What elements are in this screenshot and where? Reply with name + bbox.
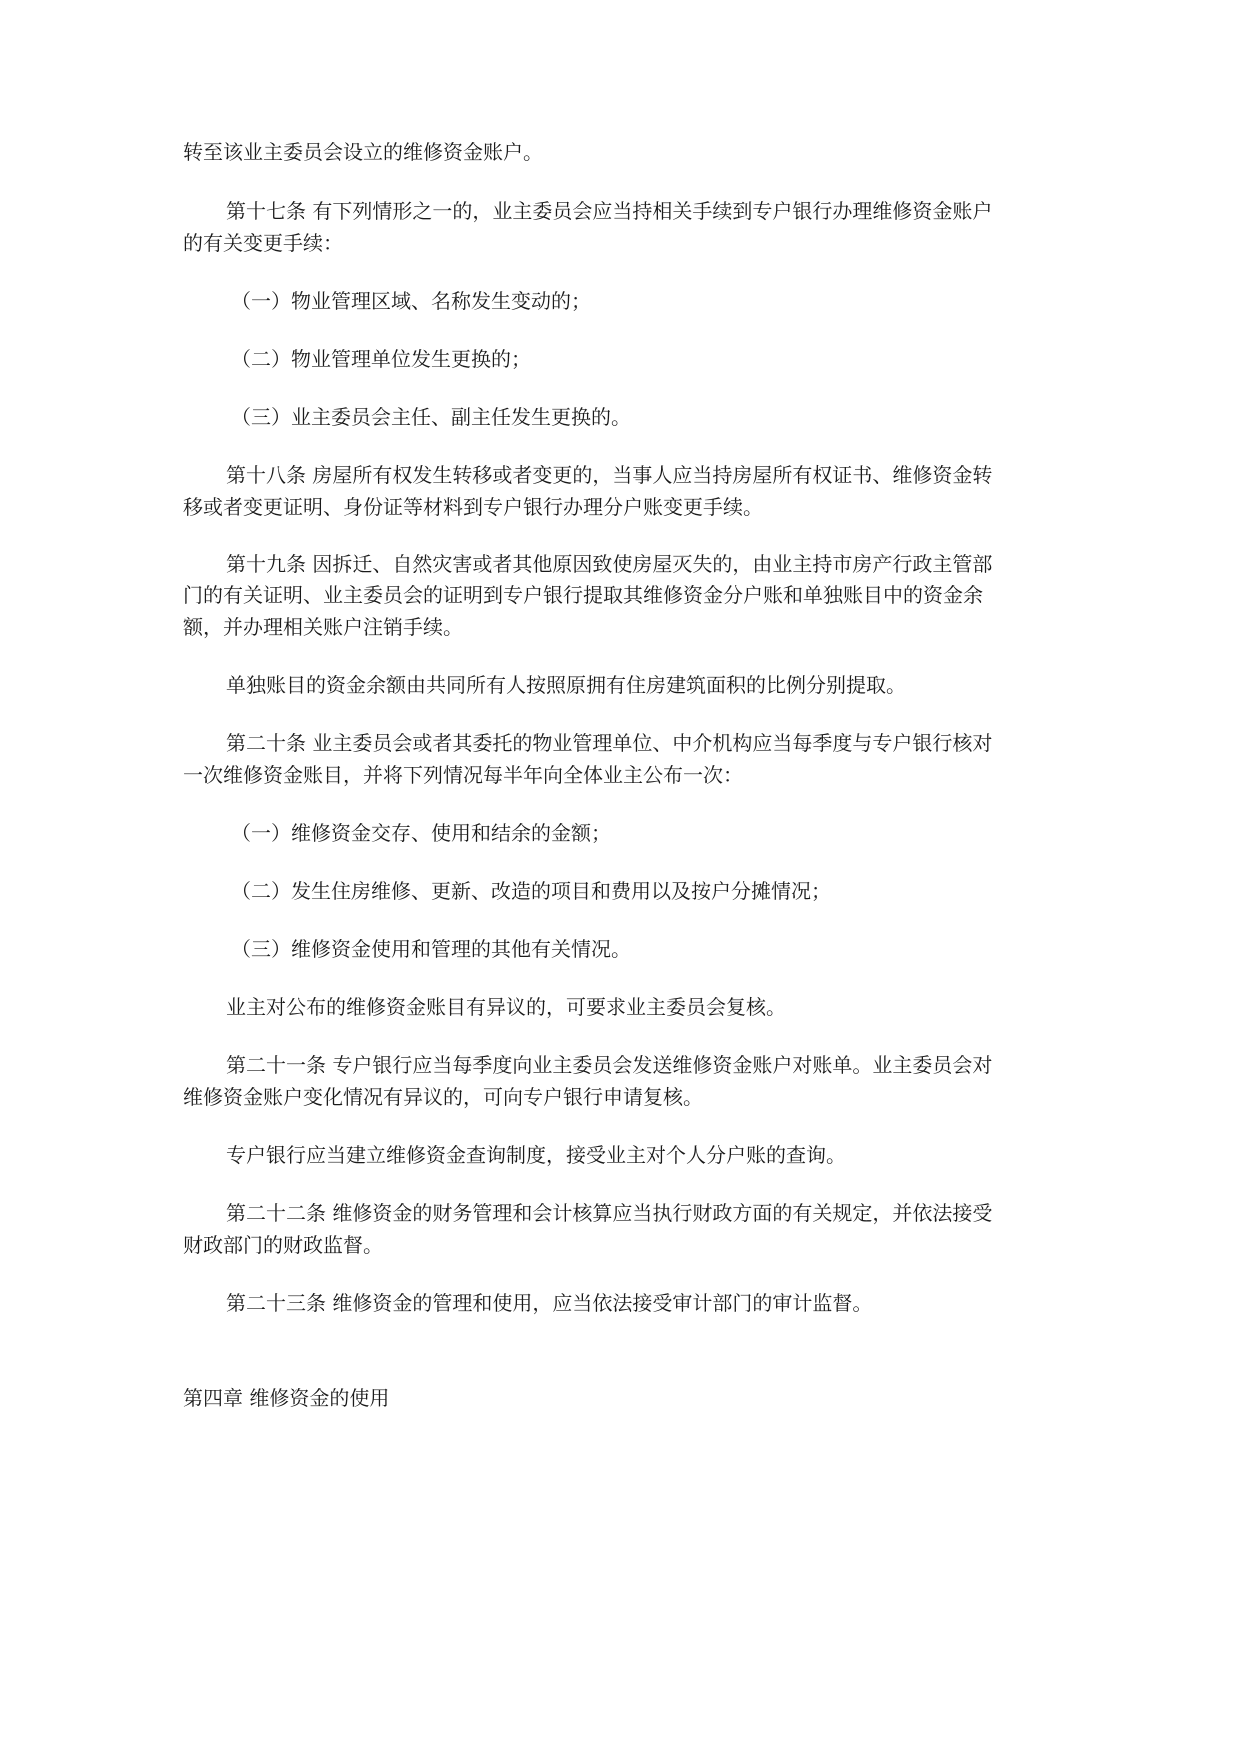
text-line: 财政部门的财政监督。 — [183, 1233, 383, 1257]
text-line: 一次维修资金账目，并将下列情况每半年向全体业主公布一次： — [183, 763, 743, 787]
text-line: 转至该业主委员会设立的维修资金账户。 — [183, 140, 543, 164]
article-22-line: 第二十二条 维修资金的财务管理和会计核算应当执行财政方面的有关规定，并依法接受 — [226, 1201, 993, 1225]
paragraph-line: 单独账目的资金余额由共同所有人按照原拥有住房建筑面积的比例分别提取。 — [226, 673, 906, 697]
paragraph-line: 专户银行应当建立维修资金查询制度，接受业主对个人分户账的查询。 — [226, 1143, 846, 1167]
list-item: （三）维修资金使用和管理的其他有关情况。 — [231, 937, 631, 961]
text-line: 的有关变更手续： — [183, 231, 343, 255]
chapter-heading: 第四章 维修资金的使用 — [183, 1386, 390, 1410]
text-line: 门的有关证明、业主委员会的证明到专户银行提取其维修资金分户账和单独账目中的资金余 — [183, 583, 983, 607]
article-23-line: 第二十三条 维修资金的管理和使用，应当依法接受审计部门的审计监督。 — [226, 1291, 873, 1315]
text-line: 额，并办理相关账户注销手续。 — [183, 615, 463, 639]
list-item: （二）物业管理单位发生更换的； — [231, 347, 531, 371]
list-item: （二）发生住房维修、更新、改造的项目和费用以及按户分摊情况； — [231, 879, 831, 903]
list-item: （一）物业管理区域、名称发生变动的； — [231, 289, 591, 313]
article-21-line: 第二十一条 专户银行应当每季度向业主委员会发送维修资金账户对账单。业主委员会对 — [226, 1053, 993, 1077]
list-item: （一）维修资金交存、使用和结余的金额； — [231, 821, 611, 845]
article-20-line: 第二十条 业主委员会或者其委托的物业管理单位、中介机构应当每季度与专户银行核对 — [226, 731, 993, 755]
text-line: 维修资金账户变化情况有异议的，可向专户银行申请复核。 — [183, 1085, 703, 1109]
article-17-line: 第十七条 有下列情形之一的，业主委员会应当持相关手续到专户银行办理维修资金账户 — [226, 199, 993, 223]
list-item: （三）业主委员会主任、副主任发生更换的。 — [231, 405, 631, 429]
paragraph-line: 业主对公布的维修资金账目有异议的，可要求业主委员会复核。 — [226, 995, 786, 1019]
text-line: 移或者变更证明、身份证等材料到专户银行办理分户账变更手续。 — [183, 495, 763, 519]
article-19-line: 第十九条 因拆迁、自然灾害或者其他原因致使房屋灭失的，由业主持市房产行政主管部 — [226, 552, 993, 576]
article-18-line: 第十八条 房屋所有权发生转移或者变更的，当事人应当持房屋所有权证书、维修资金转 — [226, 463, 993, 487]
